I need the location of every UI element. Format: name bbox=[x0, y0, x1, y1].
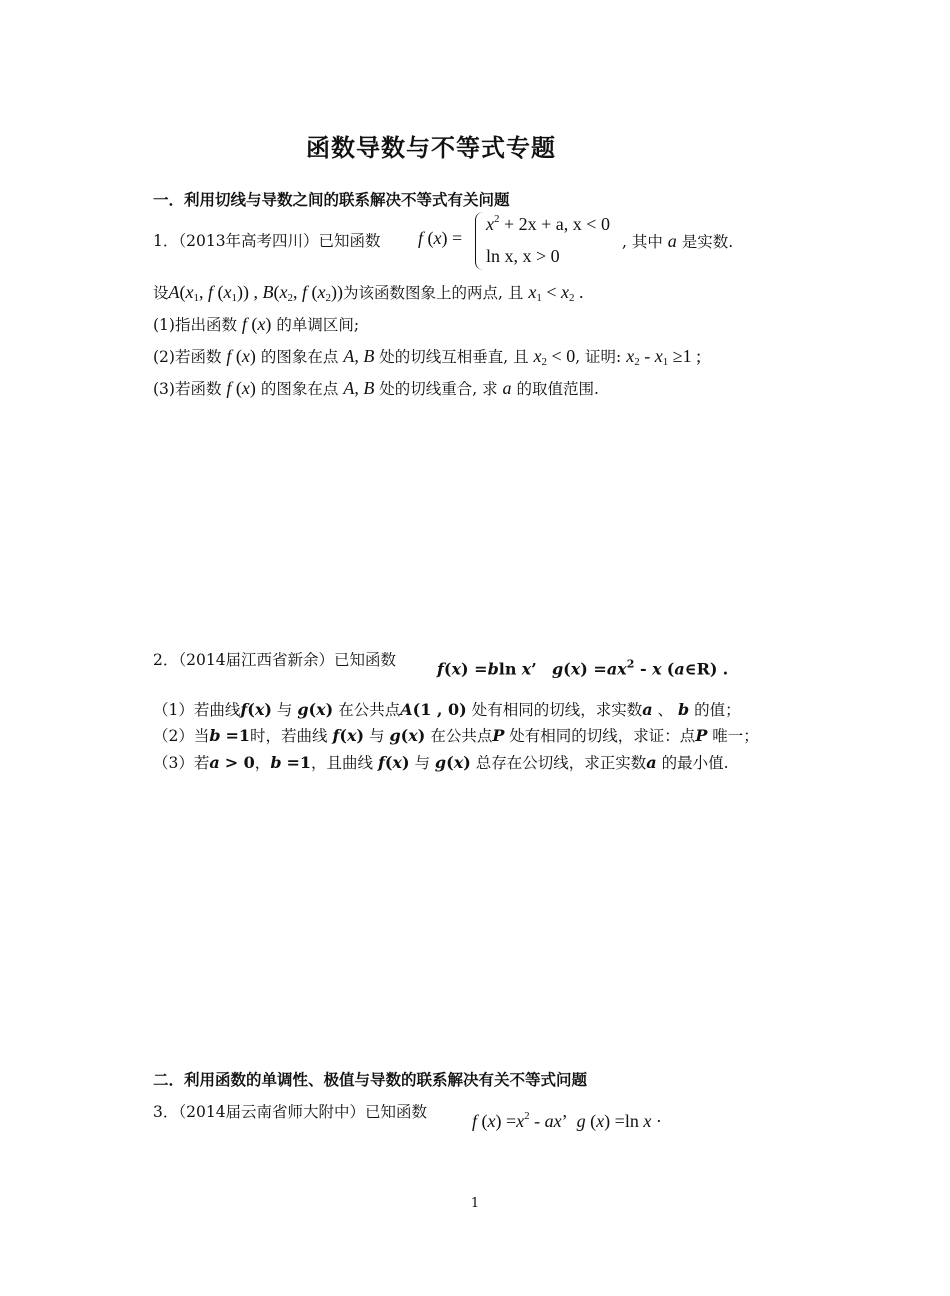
q2-prefix: 2．（2014届江西省新余）已知函数 bbox=[153, 651, 397, 669]
page-title: 函数导数与不等式专题 bbox=[306, 134, 556, 162]
q2-part-1: （1）若曲线f(x) 与 g(x) 在公共点A(1 , 0) 处有相同的切线，求实数a 、 b 的值； bbox=[153, 700, 741, 719]
q1-case-1: $x^2 + 2x + a$, x < 0 bbox=[486, 213, 610, 234]
q1-suffix: , 其中 a 是实数. bbox=[622, 231, 734, 251]
page-number: 1 bbox=[470, 1196, 480, 1211]
q1-case-2: ln x, x > 0 bbox=[486, 246, 560, 266]
q2-part-2: （2）当b =1时，若曲线 f(x) 与 g(x) 在公共点P 处有相同的切线，求证：点P 唯一； bbox=[153, 726, 759, 745]
q2-functions: f(x) =bln x’ $g(x) =ax^2 - x$ (a∈R) . bbox=[437, 658, 729, 679]
q1-fx: f (x) = bbox=[418, 228, 463, 248]
q3-functions: f $(x) =x^2$ - ax’ g (x) =ln x · bbox=[472, 1110, 662, 1131]
q1-line-2: 设$A(x_1$, f $(x_1)$) , $B(x_2$, f $(x_2)$)为该函数图象上的两点, 且 $x_1 < x_2$ . bbox=[153, 282, 584, 304]
section-heading-2: 二．利用函数的单调性、极值与导数的联系解决有关不等式问题 bbox=[153, 1071, 588, 1089]
q3-prefix: 3．（2014届云南省师大附中）已知函数 bbox=[153, 1103, 428, 1121]
q1-part-3: (3)若函数 f (x) 的图象在点 A, B 处的切线重合, 求 a 的取值范围. bbox=[153, 378, 599, 398]
q1-part-2: (2)若函数 f (x) 的图象在点 A, B 处的切线互相垂直, 且 $x_2 < 0$, 证明: $x_2 - x_1 \ge 1$ ; bbox=[153, 346, 702, 368]
section-heading-1: 一．利用切线与导数之间的联系解决不等式有关问题 bbox=[153, 191, 510, 209]
q1-brace bbox=[475, 212, 484, 270]
q1-prefix: 1．（2013年高考四川）已知函数 bbox=[153, 232, 381, 250]
q2-part-3: （3）若a > 0，b =1，且曲线 f(x) 与 g(x) 总存在公切线，求正实数a 的最小值. bbox=[153, 753, 729, 772]
q1-part-1: (1)指出函数 f (x) 的单调区间; bbox=[153, 314, 360, 334]
